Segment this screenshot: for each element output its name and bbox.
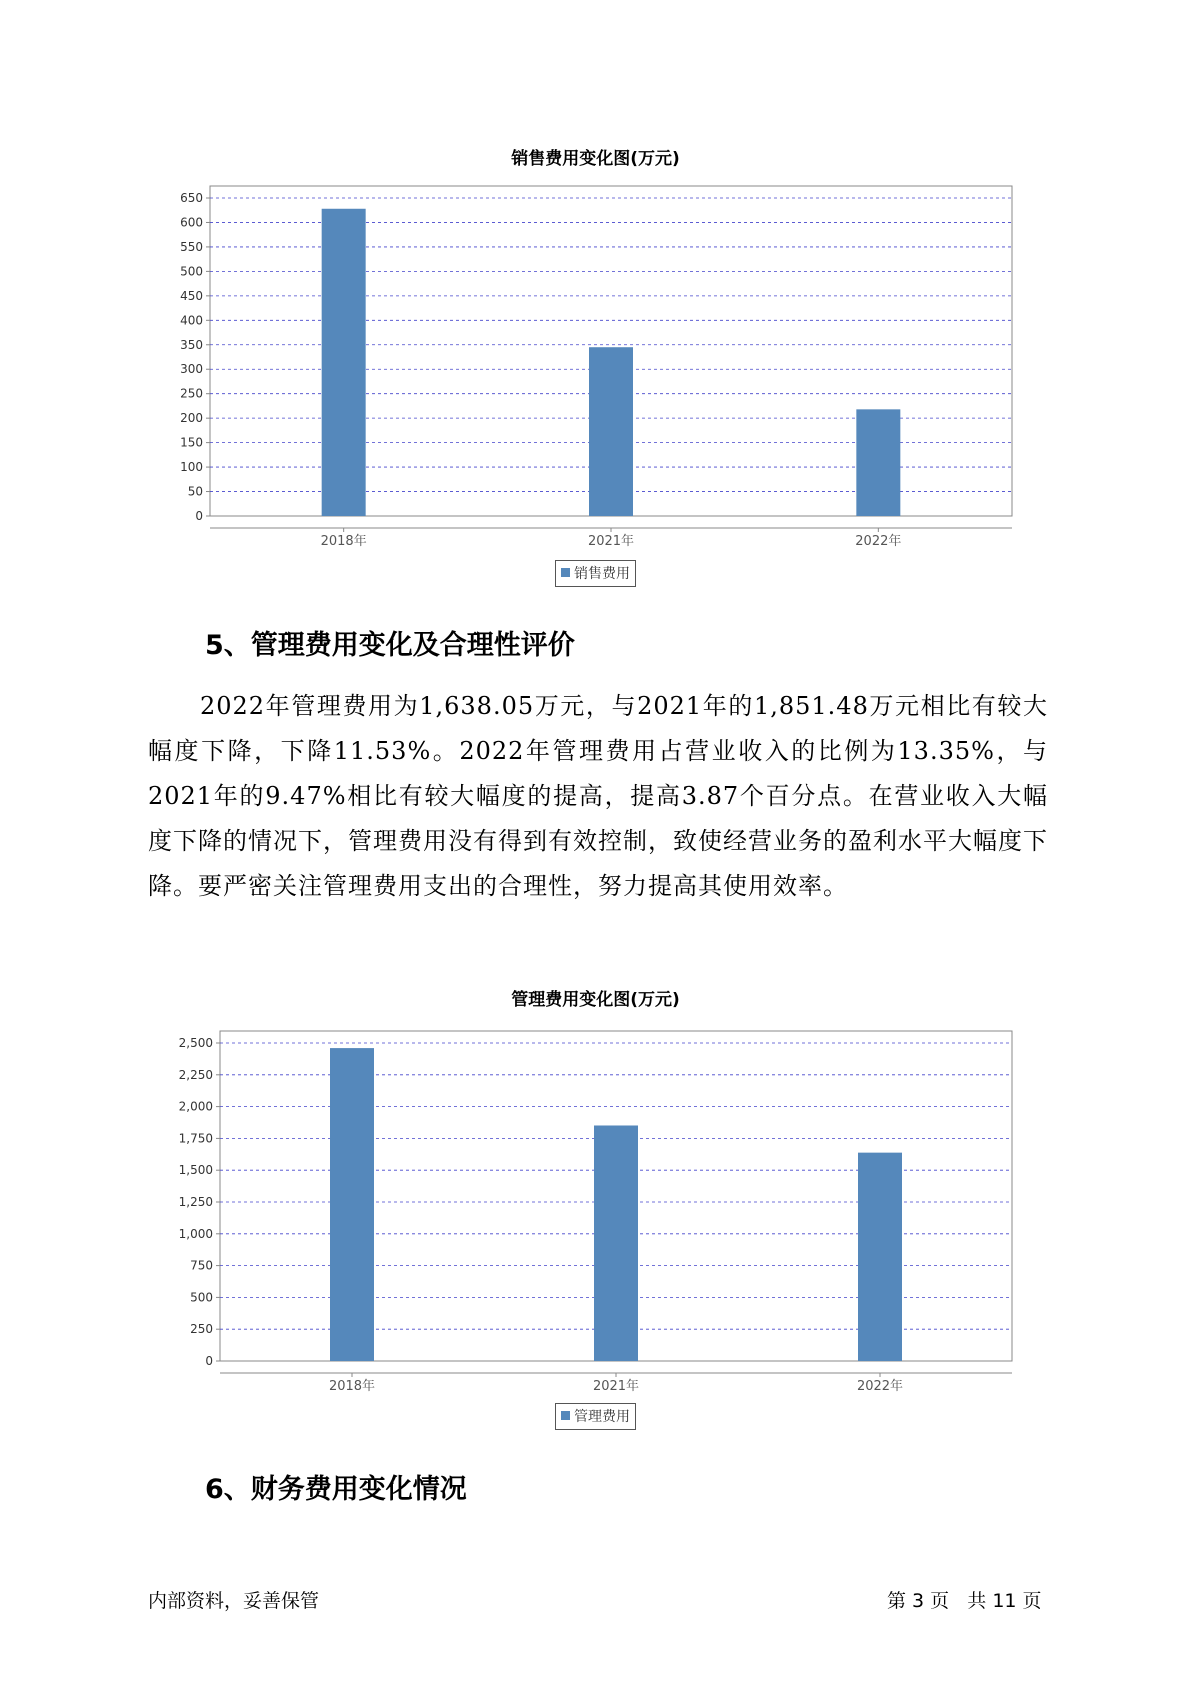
y-tick-label: 2,250 bbox=[178, 1067, 213, 1082]
y-tick-label: 200 bbox=[180, 411, 203, 426]
y-tick-label: 1,000 bbox=[178, 1226, 213, 1241]
y-tick-label: 1,750 bbox=[178, 1131, 213, 1146]
y-tick-label: 650 bbox=[180, 191, 203, 205]
y-tick-label: 500 bbox=[180, 264, 203, 279]
y-tick-label: 250 bbox=[190, 1322, 213, 1337]
y-tick-label: 550 bbox=[180, 239, 203, 254]
y-tick-label: 750 bbox=[190, 1258, 213, 1273]
y-tick-label: 2,000 bbox=[178, 1099, 213, 1114]
y-tick-label: 1,250 bbox=[178, 1195, 213, 1209]
x-tick-label: 2021年 bbox=[592, 1379, 640, 1394]
y-tick-label: 400 bbox=[180, 313, 203, 328]
chart-title-admin-expense: 管理费用变化图(万元) bbox=[511, 990, 680, 1010]
bar-2022年 bbox=[858, 1153, 902, 1361]
y-tick-label: 300 bbox=[180, 362, 203, 377]
chart-legend-admin-expense bbox=[555, 1403, 636, 1430]
section-5-text: 2022年管理费用为1,638.05万元，与2021年的1,851.48万元相比有较大幅度下降，下降11.53%。2022年管理费用占营业收入的比例为13.35%，与2021年的9.47%相比有较大幅度的提高，提高3.87个百分点。在营业收入大幅度下降的情况下，管理费用没有得到有效控制，致使经营业务的盈利水平大幅度下降。要严密关注管理费用支出的合理性，努力提高其使用效率。 bbox=[148, 692, 1048, 900]
y-tick-label: 450 bbox=[180, 288, 203, 303]
y-tick-label: 600 bbox=[180, 215, 203, 230]
y-tick-label: 50 bbox=[187, 484, 203, 499]
y-tick-label: 250 bbox=[180, 386, 203, 401]
footer-page-number: 第 3 页 共 11 页 bbox=[887, 1590, 1042, 1612]
y-tick-label: 150 bbox=[180, 435, 203, 450]
legend-label: 销售费用 bbox=[574, 566, 630, 582]
legend-label: 管理费用 bbox=[574, 1409, 630, 1425]
y-tick-label: 350 bbox=[180, 337, 203, 352]
y-tick-label: 1,500 bbox=[178, 1163, 213, 1178]
chart-title-sales-expense: 销售费用变化图(万元) bbox=[511, 149, 680, 169]
x-tick-label: 2022年 bbox=[856, 1379, 904, 1394]
y-tick-label: 100 bbox=[180, 460, 203, 475]
section-6-heading: 6、财务费用变化情况 bbox=[205, 1474, 467, 1505]
footer-confidential: 内部资料，妥善保管 bbox=[148, 1590, 320, 1612]
x-tick-label: 2021年 bbox=[587, 534, 635, 549]
x-tick-label: 2022年 bbox=[855, 534, 902, 549]
bar-2018年 bbox=[330, 1048, 374, 1361]
y-tick-label: 0 bbox=[195, 509, 203, 523]
y-tick-label: 2,500 bbox=[178, 1036, 213, 1050]
legend-swatch bbox=[561, 1411, 570, 1420]
bar-2021年 bbox=[594, 1125, 638, 1361]
section-5-heading: 5、管理费用变化及合理性评价 bbox=[205, 630, 575, 661]
y-tick-label: 0 bbox=[205, 1354, 213, 1368]
x-tick-label: 2018年 bbox=[328, 1379, 376, 1394]
x-tick-label: 2018年 bbox=[320, 534, 367, 549]
y-tick-label: 500 bbox=[190, 1290, 213, 1305]
